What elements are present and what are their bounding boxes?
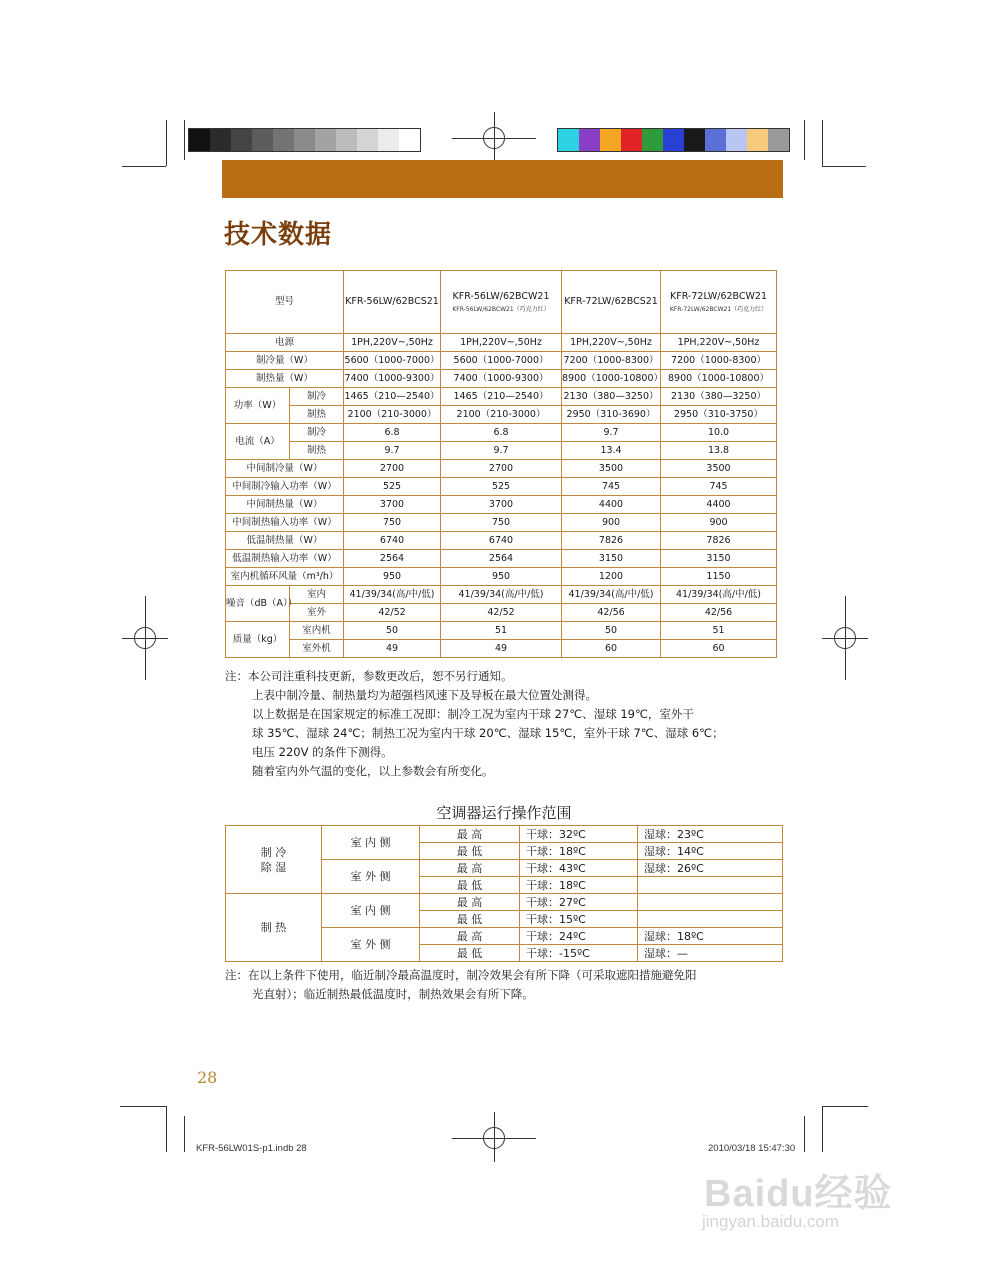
- value-cell: 6.8: [344, 424, 441, 442]
- gray-color-bar: [188, 128, 421, 152]
- value-cell: 13.8: [661, 442, 777, 460]
- sub-label: 制热: [290, 406, 344, 424]
- dry-bulb: 干球：32ºC: [520, 826, 638, 843]
- value-cell: 2950（310-3690）: [562, 406, 661, 424]
- value-cell: 1465（210—2540）: [344, 388, 441, 406]
- row-label: 室内机循环风量（m³/h）: [226, 568, 344, 586]
- value-cell: 745: [562, 478, 661, 496]
- note-line: 上表中制冷量、制热量均为超强档风速下及导板在最大位置处测得。: [252, 688, 597, 702]
- color-swatch: [663, 129, 684, 151]
- model-col-2: [441, 271, 562, 334]
- wet-bulb: [638, 877, 783, 894]
- color-swatch: [768, 129, 789, 151]
- table-row: [226, 424, 777, 442]
- value-cell: 42/52: [344, 604, 441, 622]
- mode-label: 除 湿: [260, 860, 287, 874]
- wet-bulb: 湿球：18ºC: [638, 928, 783, 945]
- row-label: 中间制冷量（W）: [226, 460, 344, 478]
- color-swatch: [273, 129, 294, 151]
- table-row: [226, 442, 777, 460]
- value-cell: 50: [344, 622, 441, 640]
- limit-label: 最 高: [420, 928, 520, 945]
- value-cell: 5600（1000-7000）: [344, 352, 441, 370]
- value-cell: 6.8: [441, 424, 562, 442]
- crop-mark: [184, 120, 185, 160]
- value-cell: 50: [562, 622, 661, 640]
- group-label: 功率（W）: [226, 388, 290, 424]
- color-swatch: [642, 129, 663, 151]
- value-cell: 7200（1000-8300）: [562, 352, 661, 370]
- model-subname: KFR-56LW/62BCW21（巧克力红）: [452, 305, 550, 313]
- registration-mark-circle: [834, 627, 856, 649]
- sub-label: 制冷: [290, 388, 344, 406]
- page-number: 28: [197, 1068, 218, 1087]
- table-row: [226, 568, 777, 586]
- value-cell: 60: [661, 640, 777, 658]
- table-row: [226, 388, 777, 406]
- model-name: KFR-72LW/62BCW21: [670, 290, 768, 302]
- row-label: 中间制冷输入功率（W）: [226, 478, 344, 496]
- value-cell: 1465（210—2540）: [441, 388, 562, 406]
- crop-mark: [822, 120, 823, 166]
- row-label: 低温制热输入功率（W）: [226, 550, 344, 568]
- value-cell: 3500: [661, 460, 777, 478]
- value-cell: 2100（210-3000）: [344, 406, 441, 424]
- value-cell: 7826: [562, 532, 661, 550]
- value-cell: 8900（1000-10800）: [661, 370, 777, 388]
- mode-label: 制 冷: [260, 845, 287, 859]
- spec-notes: [225, 667, 785, 781]
- table-row: [226, 586, 777, 604]
- value-cell: 7400（1000-9300）: [344, 370, 441, 388]
- dry-bulb: 干球：18ºC: [520, 877, 638, 894]
- value-cell: 42/52: [441, 604, 562, 622]
- watermark-url: jingyan.baidu.com: [702, 1212, 840, 1231]
- side-label: 室 外 侧: [322, 928, 420, 962]
- crop-mark: [122, 166, 166, 167]
- row-label: 电源: [226, 334, 344, 352]
- model-col-1: [344, 271, 441, 334]
- value-cell: 7400（1000-9300）: [441, 370, 562, 388]
- note-line: 随着室内外气温的变化，以上参数会有所变化。: [252, 764, 494, 778]
- value-cell: 6740: [344, 532, 441, 550]
- wet-bulb: 湿球：14ºC: [638, 843, 783, 860]
- value-cell: 6740: [441, 532, 562, 550]
- note-line: 电压 220V 的条件下测得。: [252, 745, 393, 759]
- value-cell: 5600（1000-7000）: [441, 352, 562, 370]
- value-cell: 10.0: [661, 424, 777, 442]
- range-table-title: 空调器运行操作范围: [436, 804, 572, 822]
- range-table: [225, 825, 783, 962]
- value-cell: 2130（380—3250）: [661, 388, 777, 406]
- value-cell: 42/56: [661, 604, 777, 622]
- value-cell: 3500: [562, 460, 661, 478]
- table-row: [226, 334, 777, 352]
- note-line: 注：本公司注重科技更新，参数更改后，恕不另行通知。: [225, 669, 513, 683]
- crop-mark: [822, 166, 866, 167]
- color-swatch: [336, 129, 357, 151]
- crop-mark: [184, 1116, 185, 1152]
- value-cell: 4400: [562, 496, 661, 514]
- wet-bulb: 湿球：23ºC: [638, 826, 783, 843]
- color-swatch: [684, 129, 705, 151]
- dry-bulb: 干球：-15ºC: [520, 945, 638, 962]
- value-cell: 41/39/34(高/中/低): [344, 586, 441, 604]
- value-cell: 1PH,220V~,50Hz: [441, 334, 562, 352]
- value-cell: 7826: [661, 532, 777, 550]
- side-label: 室 外 侧: [322, 860, 420, 894]
- registration-mark-circle: [134, 627, 156, 649]
- row-label: 中间制热输入功率（W）: [226, 514, 344, 532]
- value-cell: 2700: [441, 460, 562, 478]
- value-cell: 7200（1000-8300）: [661, 352, 777, 370]
- mode-cool-dehumidify: [226, 826, 322, 894]
- model-name: KFR-56LW/62BCW21: [452, 290, 550, 302]
- table-row: [226, 352, 777, 370]
- value-cell: 1PH,220V~,50Hz: [344, 334, 441, 352]
- sub-label: 制冷: [290, 424, 344, 442]
- value-cell: 950: [344, 568, 441, 586]
- value-cell: 745: [661, 478, 777, 496]
- color-swatch: [726, 129, 747, 151]
- wet-bulb: [638, 894, 783, 911]
- registration-mark-circle: [483, 127, 505, 149]
- value-cell: 900: [562, 514, 661, 532]
- limit-label: 最 低: [420, 843, 520, 860]
- limit-label: 最 高: [420, 894, 520, 911]
- limit-label: 最 低: [420, 877, 520, 894]
- crop-mark: [120, 1106, 166, 1107]
- crop-mark: [804, 1116, 805, 1152]
- value-cell: 41/39/34(高/中/低): [562, 586, 661, 604]
- table-row: [226, 532, 777, 550]
- value-cell: 8900（1000-10800）: [562, 370, 661, 388]
- group-label: 质量（kg）: [226, 622, 290, 658]
- dry-bulb: 干球：24ºC: [520, 928, 638, 945]
- row-label: 制热量（W）: [226, 370, 344, 388]
- dry-bulb: 干球：43ºC: [520, 860, 638, 877]
- table-row: [226, 622, 777, 640]
- color-swatch: [378, 129, 399, 151]
- model-col-3: [562, 271, 661, 334]
- value-cell: 60: [562, 640, 661, 658]
- table-row: [226, 604, 777, 622]
- color-swatch: [231, 129, 252, 151]
- footer-timestamp: 2010/03/18 15:47:30: [708, 1143, 796, 1154]
- footer-file-info: KFR-56LW01S-p1.indb 28: [196, 1143, 307, 1154]
- color-swatch: [315, 129, 336, 151]
- range-notes: [225, 966, 785, 1004]
- table-row: [226, 826, 783, 843]
- value-cell: 2950（310-3750）: [661, 406, 777, 424]
- row-label: 制冷量（W）: [226, 352, 344, 370]
- value-cell: 41/39/34(高/中/低): [661, 586, 777, 604]
- table-row: [226, 550, 777, 568]
- table-row: [226, 460, 777, 478]
- model-name: KFR-72LW/62BCS21: [564, 296, 658, 307]
- value-cell: 41/39/34(高/中/低): [441, 586, 562, 604]
- value-cell: 3700: [344, 496, 441, 514]
- row-label: 中间制热量（W）: [226, 496, 344, 514]
- color-swatch: [621, 129, 642, 151]
- side-label: 室 内 侧: [322, 894, 420, 928]
- table-row: [226, 640, 777, 658]
- value-cell: 2564: [441, 550, 562, 568]
- value-cell: 525: [441, 478, 562, 496]
- wet-bulb: 湿球：—: [638, 945, 783, 962]
- crop-mark: [166, 120, 167, 166]
- value-cell: 3150: [661, 550, 777, 568]
- value-cell: 3150: [562, 550, 661, 568]
- value-cell: 2130（380—3250）: [562, 388, 661, 406]
- table-row: [226, 406, 777, 424]
- sub-label: 室外: [290, 604, 344, 622]
- group-label: 电流（A）: [226, 424, 290, 460]
- value-cell: 1PH,220V~,50Hz: [562, 334, 661, 352]
- value-cell: 4400: [661, 496, 777, 514]
- value-cell: 3700: [441, 496, 562, 514]
- value-cell: 42/56: [562, 604, 661, 622]
- note-line: 以上数据是在国家规定的标准工况即：制冷工况为室内干球 27℃、湿球 19℃，室外干: [252, 707, 694, 721]
- value-cell: 49: [344, 640, 441, 658]
- dry-bulb: 干球：27ºC: [520, 894, 638, 911]
- note-line: 注：在以上条件下使用，临近制冷最高温度时，制冷效果会有所下降（可采取遮阳措施避免阳: [225, 968, 697, 982]
- row-label: 低温制热量（W）: [226, 532, 344, 550]
- model-header-label: 型号: [226, 271, 344, 334]
- value-cell: 51: [441, 622, 562, 640]
- table-row: [226, 370, 777, 388]
- sub-label: 室内机: [290, 622, 344, 640]
- note-line: 光直射）；临近制热最低温度时，制热效果会有所下降。: [252, 987, 534, 1001]
- limit-label: 最 低: [420, 911, 520, 928]
- color-swatch: [252, 129, 273, 151]
- baidu-watermark: Baidu经验: [704, 1173, 893, 1215]
- color-calibration-bar: [557, 128, 790, 152]
- spec-table: [225, 270, 777, 658]
- value-cell: 49: [441, 640, 562, 658]
- limit-label: 最 高: [420, 826, 520, 843]
- value-cell: 51: [661, 622, 777, 640]
- side-label: 室 内 侧: [322, 826, 420, 860]
- crop-mark: [822, 1106, 823, 1152]
- value-cell: 950: [441, 568, 562, 586]
- color-swatch: [189, 129, 210, 151]
- value-cell: 13.4: [562, 442, 661, 460]
- sub-label: 室外机: [290, 640, 344, 658]
- crop-mark: [822, 1106, 868, 1107]
- table-row: [226, 271, 777, 334]
- dry-bulb: 干球：15ºC: [520, 911, 638, 928]
- value-cell: 525: [344, 478, 441, 496]
- limit-label: 最 低: [420, 945, 520, 962]
- sub-label: 制热: [290, 442, 344, 460]
- wet-bulb: [638, 911, 783, 928]
- value-cell: 1PH,220V~,50Hz: [661, 334, 777, 352]
- mode-heat: 制 热: [226, 894, 322, 962]
- color-swatch: [294, 129, 315, 151]
- table-row: [226, 496, 777, 514]
- value-cell: 9.7: [441, 442, 562, 460]
- limit-label: 最 高: [420, 860, 520, 877]
- color-swatch: [399, 129, 420, 151]
- color-swatch: [705, 129, 726, 151]
- note-line: 球 35℃、湿球 24℃；制热工况为室内干球 20℃、湿球 15℃，室外干球 7℃、湿球 6℃；: [252, 726, 724, 740]
- color-swatch: [600, 129, 621, 151]
- value-cell: 750: [441, 514, 562, 532]
- dry-bulb: 干球：18ºC: [520, 843, 638, 860]
- header-banner: [222, 160, 783, 198]
- value-cell: 9.7: [344, 442, 441, 460]
- page-title: 技术数据: [224, 220, 333, 250]
- group-label: 噪音（dB（A））: [226, 586, 290, 622]
- color-swatch: [558, 129, 579, 151]
- value-cell: 1150: [661, 568, 777, 586]
- model-name: KFR-56LW/62BCS21: [345, 296, 439, 307]
- value-cell: 900: [661, 514, 777, 532]
- crop-mark: [166, 1106, 167, 1152]
- value-cell: 1200: [562, 568, 661, 586]
- color-swatch: [747, 129, 768, 151]
- value-cell: 2564: [344, 550, 441, 568]
- model-subname: KFR-72LW/62BCW21（巧克力红）: [669, 305, 768, 313]
- value-cell: 750: [344, 514, 441, 532]
- wet-bulb: 湿球：26ºC: [638, 860, 783, 877]
- value-cell: 9.7: [562, 424, 661, 442]
- model-col-4: [661, 271, 777, 334]
- value-cell: 2700: [344, 460, 441, 478]
- color-swatch: [579, 129, 600, 151]
- registration-mark-circle: [483, 1127, 505, 1149]
- color-swatch: [210, 129, 231, 151]
- table-row: [226, 478, 777, 496]
- color-swatch: [357, 129, 378, 151]
- crop-mark: [804, 120, 805, 160]
- table-row: [226, 894, 783, 911]
- sub-label: 室内: [290, 586, 344, 604]
- value-cell: 2100（210-3000）: [441, 406, 562, 424]
- table-row: [226, 514, 777, 532]
